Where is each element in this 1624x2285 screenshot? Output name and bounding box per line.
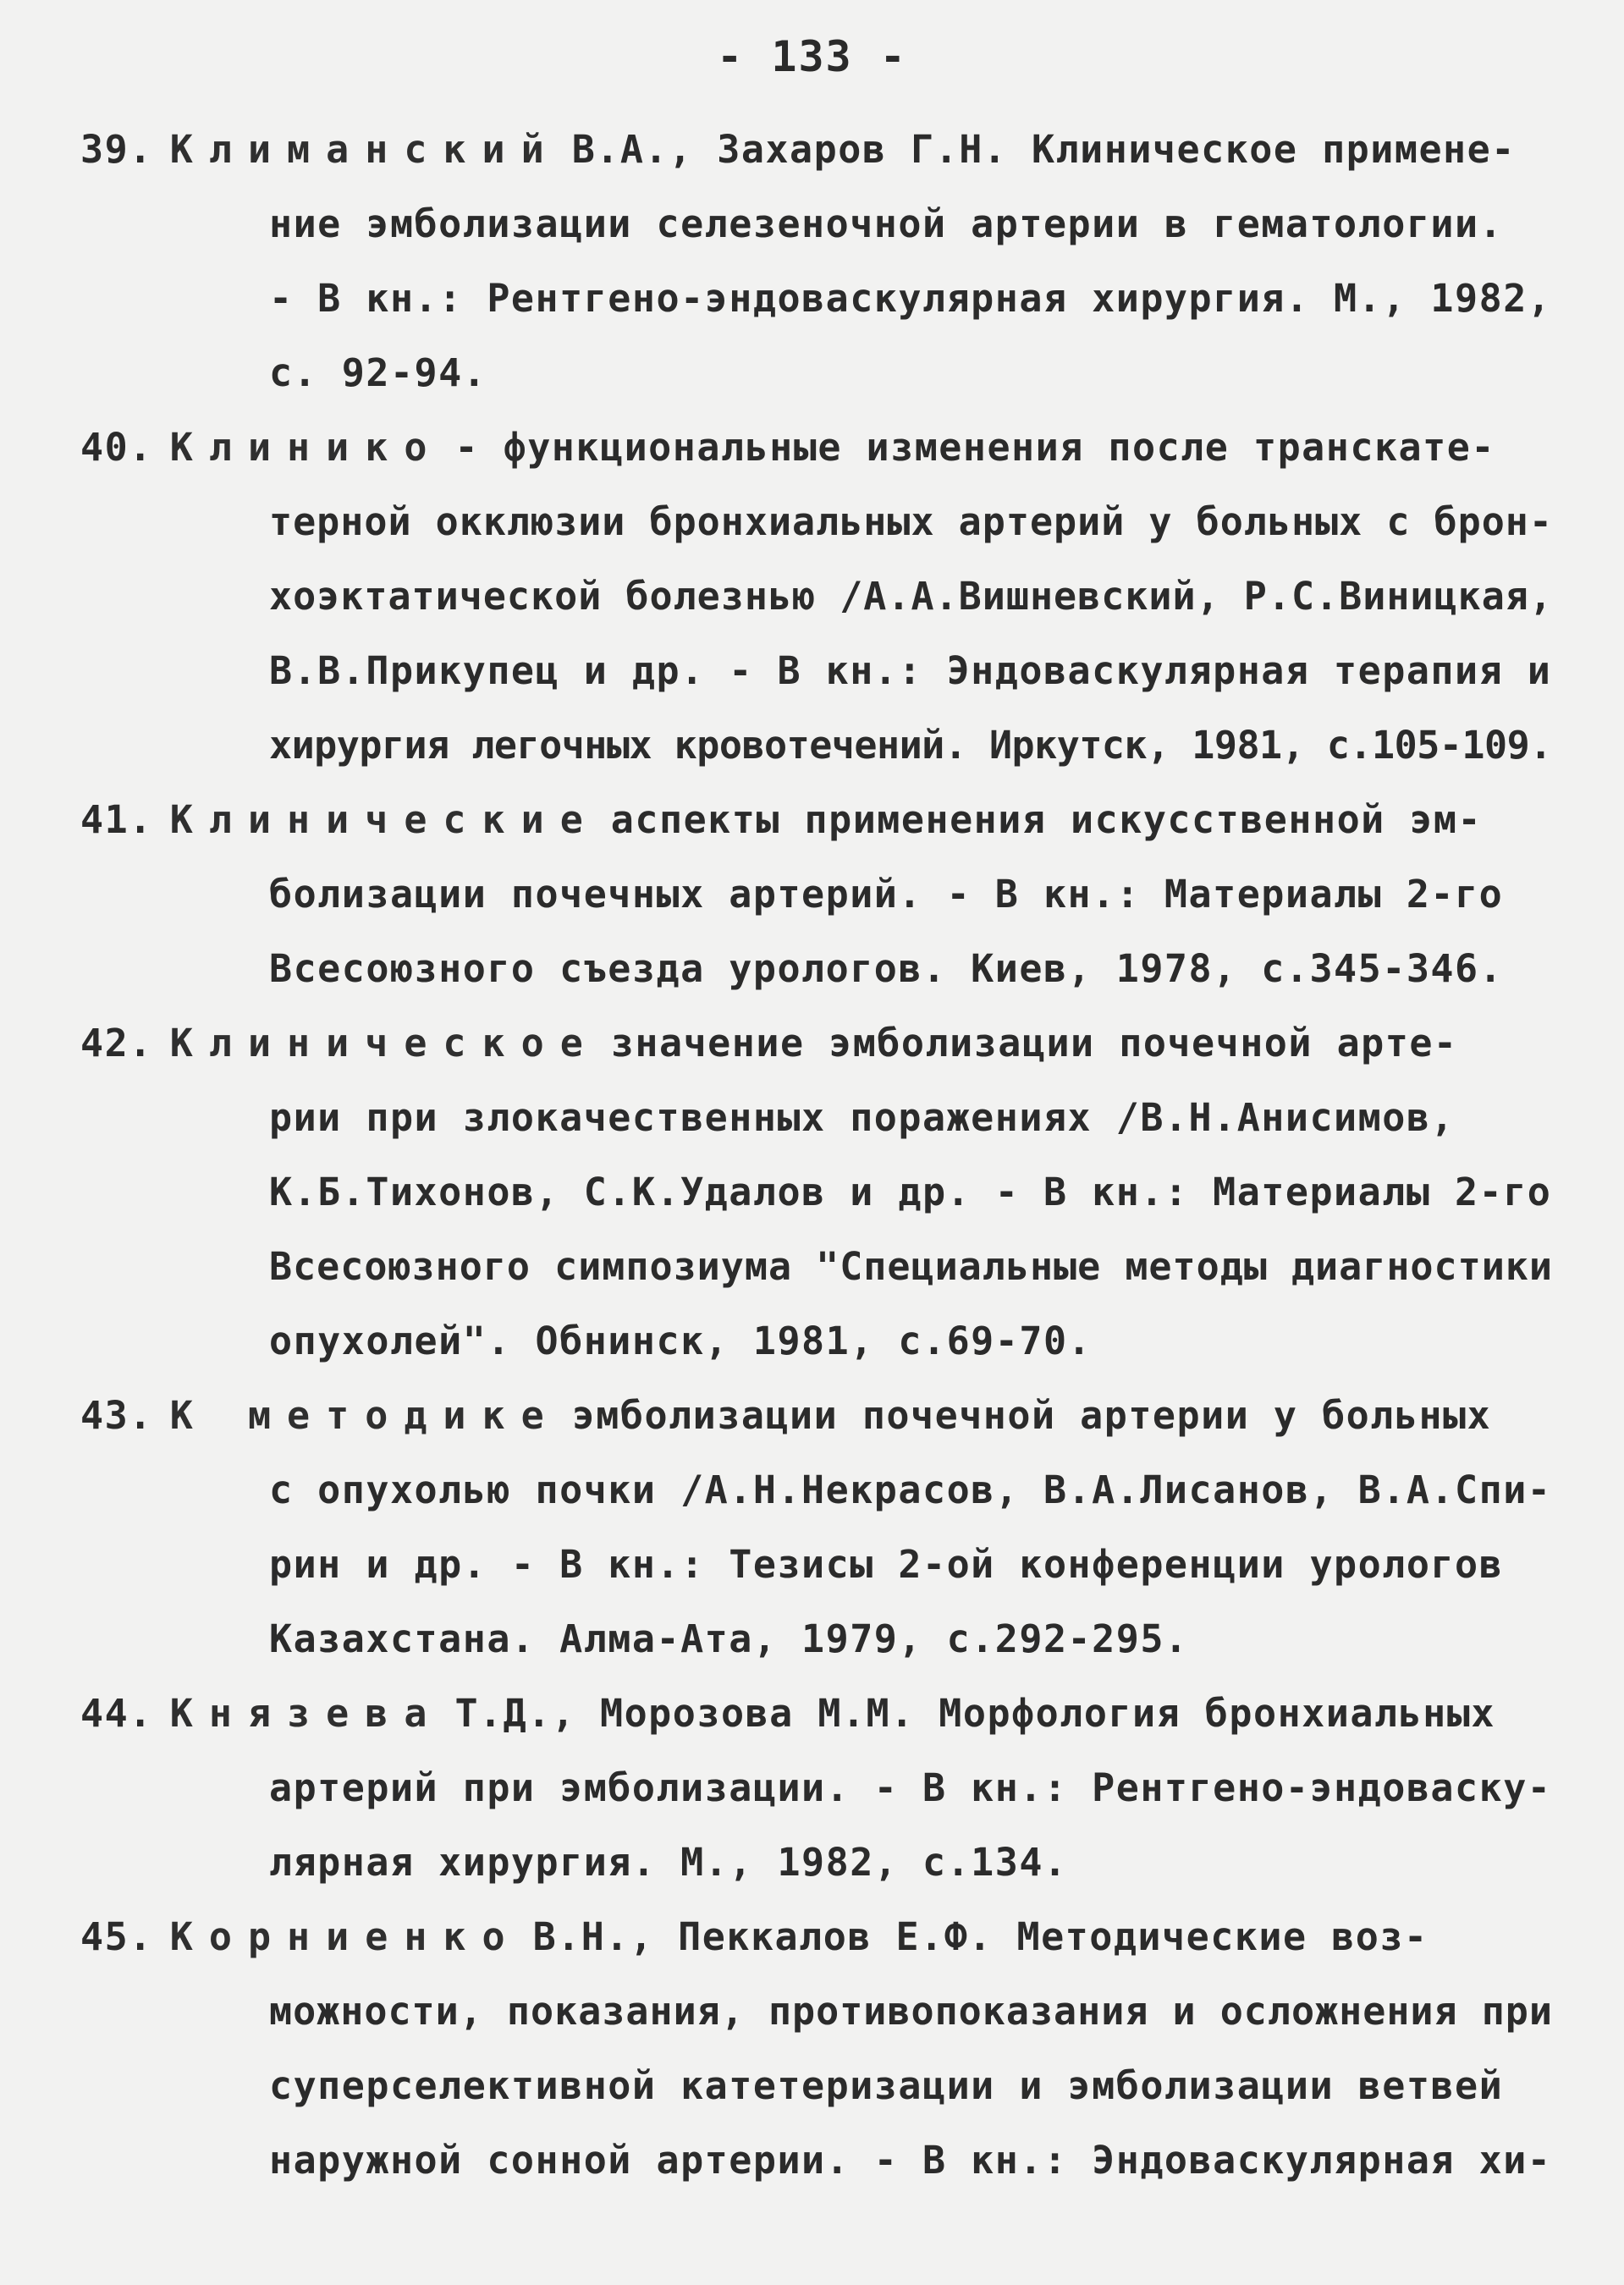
entry-line: наружной сонной артерии. - В кн.: Эндоваскулярная хи-: [269, 2138, 1552, 2183]
entry-first-line: [80, 1021, 1458, 1065]
entry-line: терной окклюзии бронхиальных артерий у больных с брон-: [269, 499, 1553, 544]
entry-number: 45.: [80, 1914, 153, 1959]
entry-line: суперселективной катетеризации и эмболизации ветвей: [269, 2063, 1504, 2108]
entry-line: К.Б.Тихонов, С.К.Удалов и др. - В кн.: Материалы 2-го: [269, 1170, 1552, 1214]
entry-text: эмболизации почечной артерии у больных: [571, 1393, 1492, 1438]
entry-author: Клиническое: [169, 1021, 599, 1065]
entry-line: хоэктатической болезнью /А.А.Вишневский, Р.С.Виницкая,: [269, 574, 1553, 619]
entry-line: ние эмболизации селезеночной артерии в гематологии.: [269, 201, 1504, 246]
entry-line: болизации почечных артерий. - В кн.: Материалы 2-го: [269, 872, 1504, 917]
entry-line: рин и др. - В кн.: Тезисы 2-ой конференции урологов: [269, 1542, 1504, 1587]
entry-text: В.Н., Пеккалов Е.Ф. Методические воз-: [532, 1914, 1429, 1959]
entry-text: значение эмболизации почечной арте-: [610, 1021, 1458, 1065]
entry-line: артерий при эмболизации. - В кн.: Рентгено-эндоваску-: [269, 1765, 1552, 1810]
entry-line: Казахстана. Алма-Ата, 1979, с.292-295.: [269, 1616, 1189, 1661]
entry-line: Всесоюзного съезда урологов. Киев, 1978, с.345-346.: [269, 946, 1504, 991]
entry-line: с. 92-94.: [269, 350, 487, 395]
page-number: - 133 -: [717, 32, 907, 81]
entry-line: опухолей". Обнинск, 1981, с.69-70.: [269, 1319, 1093, 1363]
entry-first-line: [80, 1691, 1495, 1736]
entry-text: В.А., Захаров Г.Н. Клиническое примене-: [571, 127, 1516, 172]
entry-text: - функциональные изменения после транскате-: [454, 425, 1495, 470]
entry-line: можности, показания, противопоказания и осложнения при: [269, 1989, 1553, 2034]
entry-first-line: [80, 425, 1495, 470]
entry-author: Климанский: [169, 127, 560, 172]
entry-text: аспекты применения искусственной эм-: [610, 797, 1483, 842]
entry-author: Князева: [169, 1691, 443, 1736]
entry-number: 44.: [80, 1691, 153, 1736]
entry-line: В.В.Прикупец и др. - В кн.: Эндоваскулярная терапия и: [269, 648, 1552, 693]
entry-author: Клинические: [169, 797, 599, 842]
entry-first-line: [80, 1393, 1491, 1438]
entry-author: К методике: [169, 1393, 560, 1438]
entry-line: лярная хирургия. М., 1982, с.134.: [269, 1840, 1068, 1885]
entry-first-line: [80, 797, 1482, 842]
entry-line: с опухолью почки /А.Н.Некрасов, В.А.Лисанов, В.А.Спи-: [269, 1467, 1552, 1512]
entry-line: Всесоюзного симпозиума "Специальные методы диагностики: [269, 1244, 1553, 1289]
entry-line: хирургия легочных кровотечений. Иркутск, 1981, с.105-109.: [269, 723, 1552, 768]
entry-author: Корниенко: [169, 1914, 521, 1959]
entry-author: Клинико: [169, 425, 443, 470]
entry-text: Т.Д., Морозова М.М. Морфология бронхиальных: [454, 1691, 1495, 1736]
entry-number: 39.: [80, 127, 153, 172]
entry-line: рии при злокачественных поражениях /В.Н.Анисимов,: [269, 1095, 1456, 1140]
entry-number: 43.: [80, 1393, 153, 1438]
entry-number: 41.: [80, 797, 153, 842]
entry-number: 40.: [80, 425, 153, 470]
entry-number: 42.: [80, 1021, 153, 1065]
entry-first-line: [80, 1914, 1429, 1959]
entry-first-line: [80, 127, 1516, 172]
entry-line: - В кн.: Рентгено-эндоваскулярная хирургия. М., 1982,: [269, 276, 1552, 321]
